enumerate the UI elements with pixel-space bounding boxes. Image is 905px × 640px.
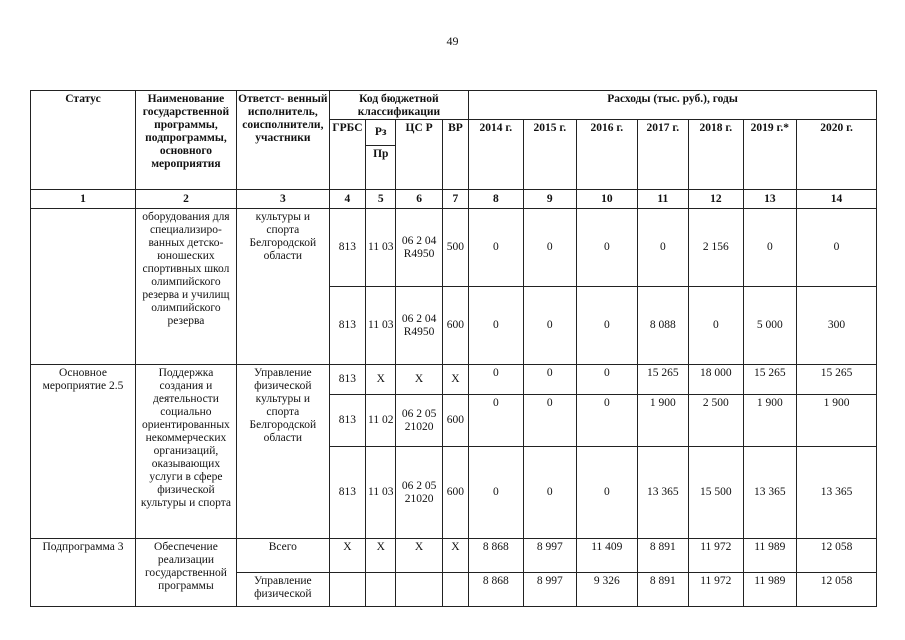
value-cell: 11 972 (689, 573, 744, 607)
value-cell: 15 265 (637, 365, 688, 395)
value-cell: 0 (577, 209, 638, 287)
vr-cell: Х (442, 539, 468, 573)
value-cell: 9 326 (577, 573, 638, 607)
value-cell: 0 (523, 287, 576, 365)
value-cell: 0 (469, 365, 524, 395)
header-budget-code: Код бюджетной классификации (329, 91, 468, 120)
value-cell: 0 (469, 287, 524, 365)
value-cell: 8 997 (523, 573, 576, 607)
header-vr: ВР (442, 120, 468, 190)
col-number: 3 (236, 190, 329, 209)
col-number: 12 (689, 190, 744, 209)
value-cell: 5 000 (743, 287, 796, 365)
col-number: 11 (637, 190, 688, 209)
header-grbs: ГРБС (329, 120, 365, 190)
vr-cell: 600 (442, 447, 468, 539)
value-cell: 13 365 (797, 447, 877, 539)
value-cell: 0 (637, 209, 688, 287)
value-cell: 15 265 (743, 365, 796, 395)
header-csr: ЦС Р (396, 120, 442, 190)
value-cell: 2 156 (689, 209, 744, 287)
col-number: 14 (797, 190, 877, 209)
header-year-2015: 2015 г. (523, 120, 576, 190)
value-cell: 1 900 (743, 395, 796, 447)
responsible-cell: Управление физической культуры и спорта Белгородской области (236, 365, 329, 539)
rz-pr-cell: Х (366, 365, 396, 395)
value-cell: 0 (577, 395, 638, 447)
value-cell: 0 (743, 209, 796, 287)
value-cell: 0 (523, 447, 576, 539)
rz-pr-cell: 11 03 (366, 287, 396, 365)
header-year-2018: 2018 г. (689, 120, 744, 190)
responsible-cell: Всего (236, 539, 329, 573)
grbs-cell: 813 (329, 287, 365, 365)
col-number: 4 (329, 190, 365, 209)
value-cell: 1 900 (637, 395, 688, 447)
value-cell: 11 409 (577, 539, 638, 573)
value-cell: 15 500 (689, 447, 744, 539)
value-cell: 13 365 (637, 447, 688, 539)
header-year-2020: 2020 г. (797, 120, 877, 190)
value-cell: 0 (577, 447, 638, 539)
value-cell: 11 972 (689, 539, 744, 573)
value-cell: 0 (469, 209, 524, 287)
value-cell: 8 891 (637, 539, 688, 573)
column-number-row (31, 190, 877, 209)
rz-pr-cell: Х (366, 539, 396, 573)
status-cell: Подпрограмма 3 (31, 539, 136, 607)
vr-cell: 600 (442, 287, 468, 365)
vr-cell: Х (442, 365, 468, 395)
header-year-2019: 2019 г.* (743, 120, 796, 190)
value-cell: 0 (523, 395, 576, 447)
grbs-cell: 813 (329, 209, 365, 287)
col-number: 2 (135, 190, 236, 209)
header-name: Наименование государственной программы, подпрограммы, основного мероприятия (135, 91, 236, 190)
grbs-cell: 813 (329, 365, 365, 395)
col-number: 5 (366, 190, 396, 209)
value-cell: 300 (797, 287, 877, 365)
col-number: 10 (577, 190, 638, 209)
col-number: 1 (31, 190, 136, 209)
csr-cell: Х (396, 539, 442, 573)
value-cell: 8 997 (523, 539, 576, 573)
name-cell: оборудования для специализиро- ванных детско- юношеских спортивных школ олимпийского резерва и училищ олимпийского резерва (135, 209, 236, 365)
header-expenses: Расходы (тыс. руб.), годы (469, 91, 877, 120)
value-cell: 8 891 (637, 573, 688, 607)
col-number: 8 (469, 190, 524, 209)
budget-table (30, 90, 877, 607)
rz-pr-cell: 11 02 (366, 395, 396, 447)
table-row (31, 365, 877, 395)
rz-pr-cell: 11 03 (366, 447, 396, 539)
csr-cell: 06 2 05 21020 (396, 447, 442, 539)
name-cell: Обеспечение реализации государственной программы (135, 539, 236, 607)
value-cell: 11 989 (743, 539, 796, 573)
value-cell: 0 (797, 209, 877, 287)
value-cell: 12 058 (797, 539, 877, 573)
status-cell (31, 209, 136, 365)
header-year-2014: 2014 г. (469, 120, 524, 190)
vr-cell: 500 (442, 209, 468, 287)
header-rz: Рз (366, 120, 396, 146)
header-responsible: Ответст- венный исполнитель, соисполнители, участники (236, 91, 329, 190)
col-number: 6 (396, 190, 442, 209)
value-cell: 8 088 (637, 287, 688, 365)
value-cell: 8 868 (469, 539, 524, 573)
value-cell: 13 365 (743, 447, 796, 539)
header-year-2017: 2017 г. (637, 120, 688, 190)
value-cell: 0 (689, 287, 744, 365)
value-cell: 11 989 (743, 573, 796, 607)
value-cell: 18 000 (689, 365, 744, 395)
status-cell: Основное мероприятие 2.5 (31, 365, 136, 539)
value-cell: 0 (577, 365, 638, 395)
col-number: 7 (442, 190, 468, 209)
header-row-1 (31, 91, 877, 120)
header-status: Статус (31, 91, 136, 190)
header-year-2016: 2016 г. (577, 120, 638, 190)
csr-cell: Х (396, 365, 442, 395)
responsible-cell: культуры и спорта Белгородской области (236, 209, 329, 365)
rz-pr-cell (366, 573, 396, 607)
header-pr: Пр (366, 146, 396, 190)
rz-pr-cell: 11 03 (366, 209, 396, 287)
col-number: 13 (743, 190, 796, 209)
value-cell: 0 (469, 395, 524, 447)
value-cell: 0 (523, 365, 576, 395)
grbs-cell (329, 573, 365, 607)
grbs-cell: Х (329, 539, 365, 573)
csr-cell: 06 2 04 R4950 (396, 287, 442, 365)
grbs-cell: 813 (329, 447, 365, 539)
name-cell: Поддержка создания и деятельности социально ориентированных некоммерческих организаций, оказывающих услуги в сфере физической культуры и спорта (135, 365, 236, 539)
grbs-cell: 813 (329, 395, 365, 447)
value-cell: 0 (523, 209, 576, 287)
col-number: 9 (523, 190, 576, 209)
csr-cell: 06 2 04 R4950 (396, 209, 442, 287)
value-cell: 12 058 (797, 573, 877, 607)
page-number: 49 (446, 34, 459, 48)
table-row (31, 539, 877, 573)
csr-cell (396, 573, 442, 607)
value-cell: 15 265 (797, 365, 877, 395)
value-cell: 2 500 (689, 395, 744, 447)
vr-cell: 600 (442, 395, 468, 447)
value-cell: 8 868 (469, 573, 524, 607)
value-cell: 1 900 (797, 395, 877, 447)
table-row (31, 209, 877, 287)
value-cell: 0 (469, 447, 524, 539)
value-cell: 0 (577, 287, 638, 365)
responsible-cell: Управление физической (236, 573, 329, 607)
vr-cell (442, 573, 468, 607)
csr-cell: 06 2 05 21020 (396, 395, 442, 447)
